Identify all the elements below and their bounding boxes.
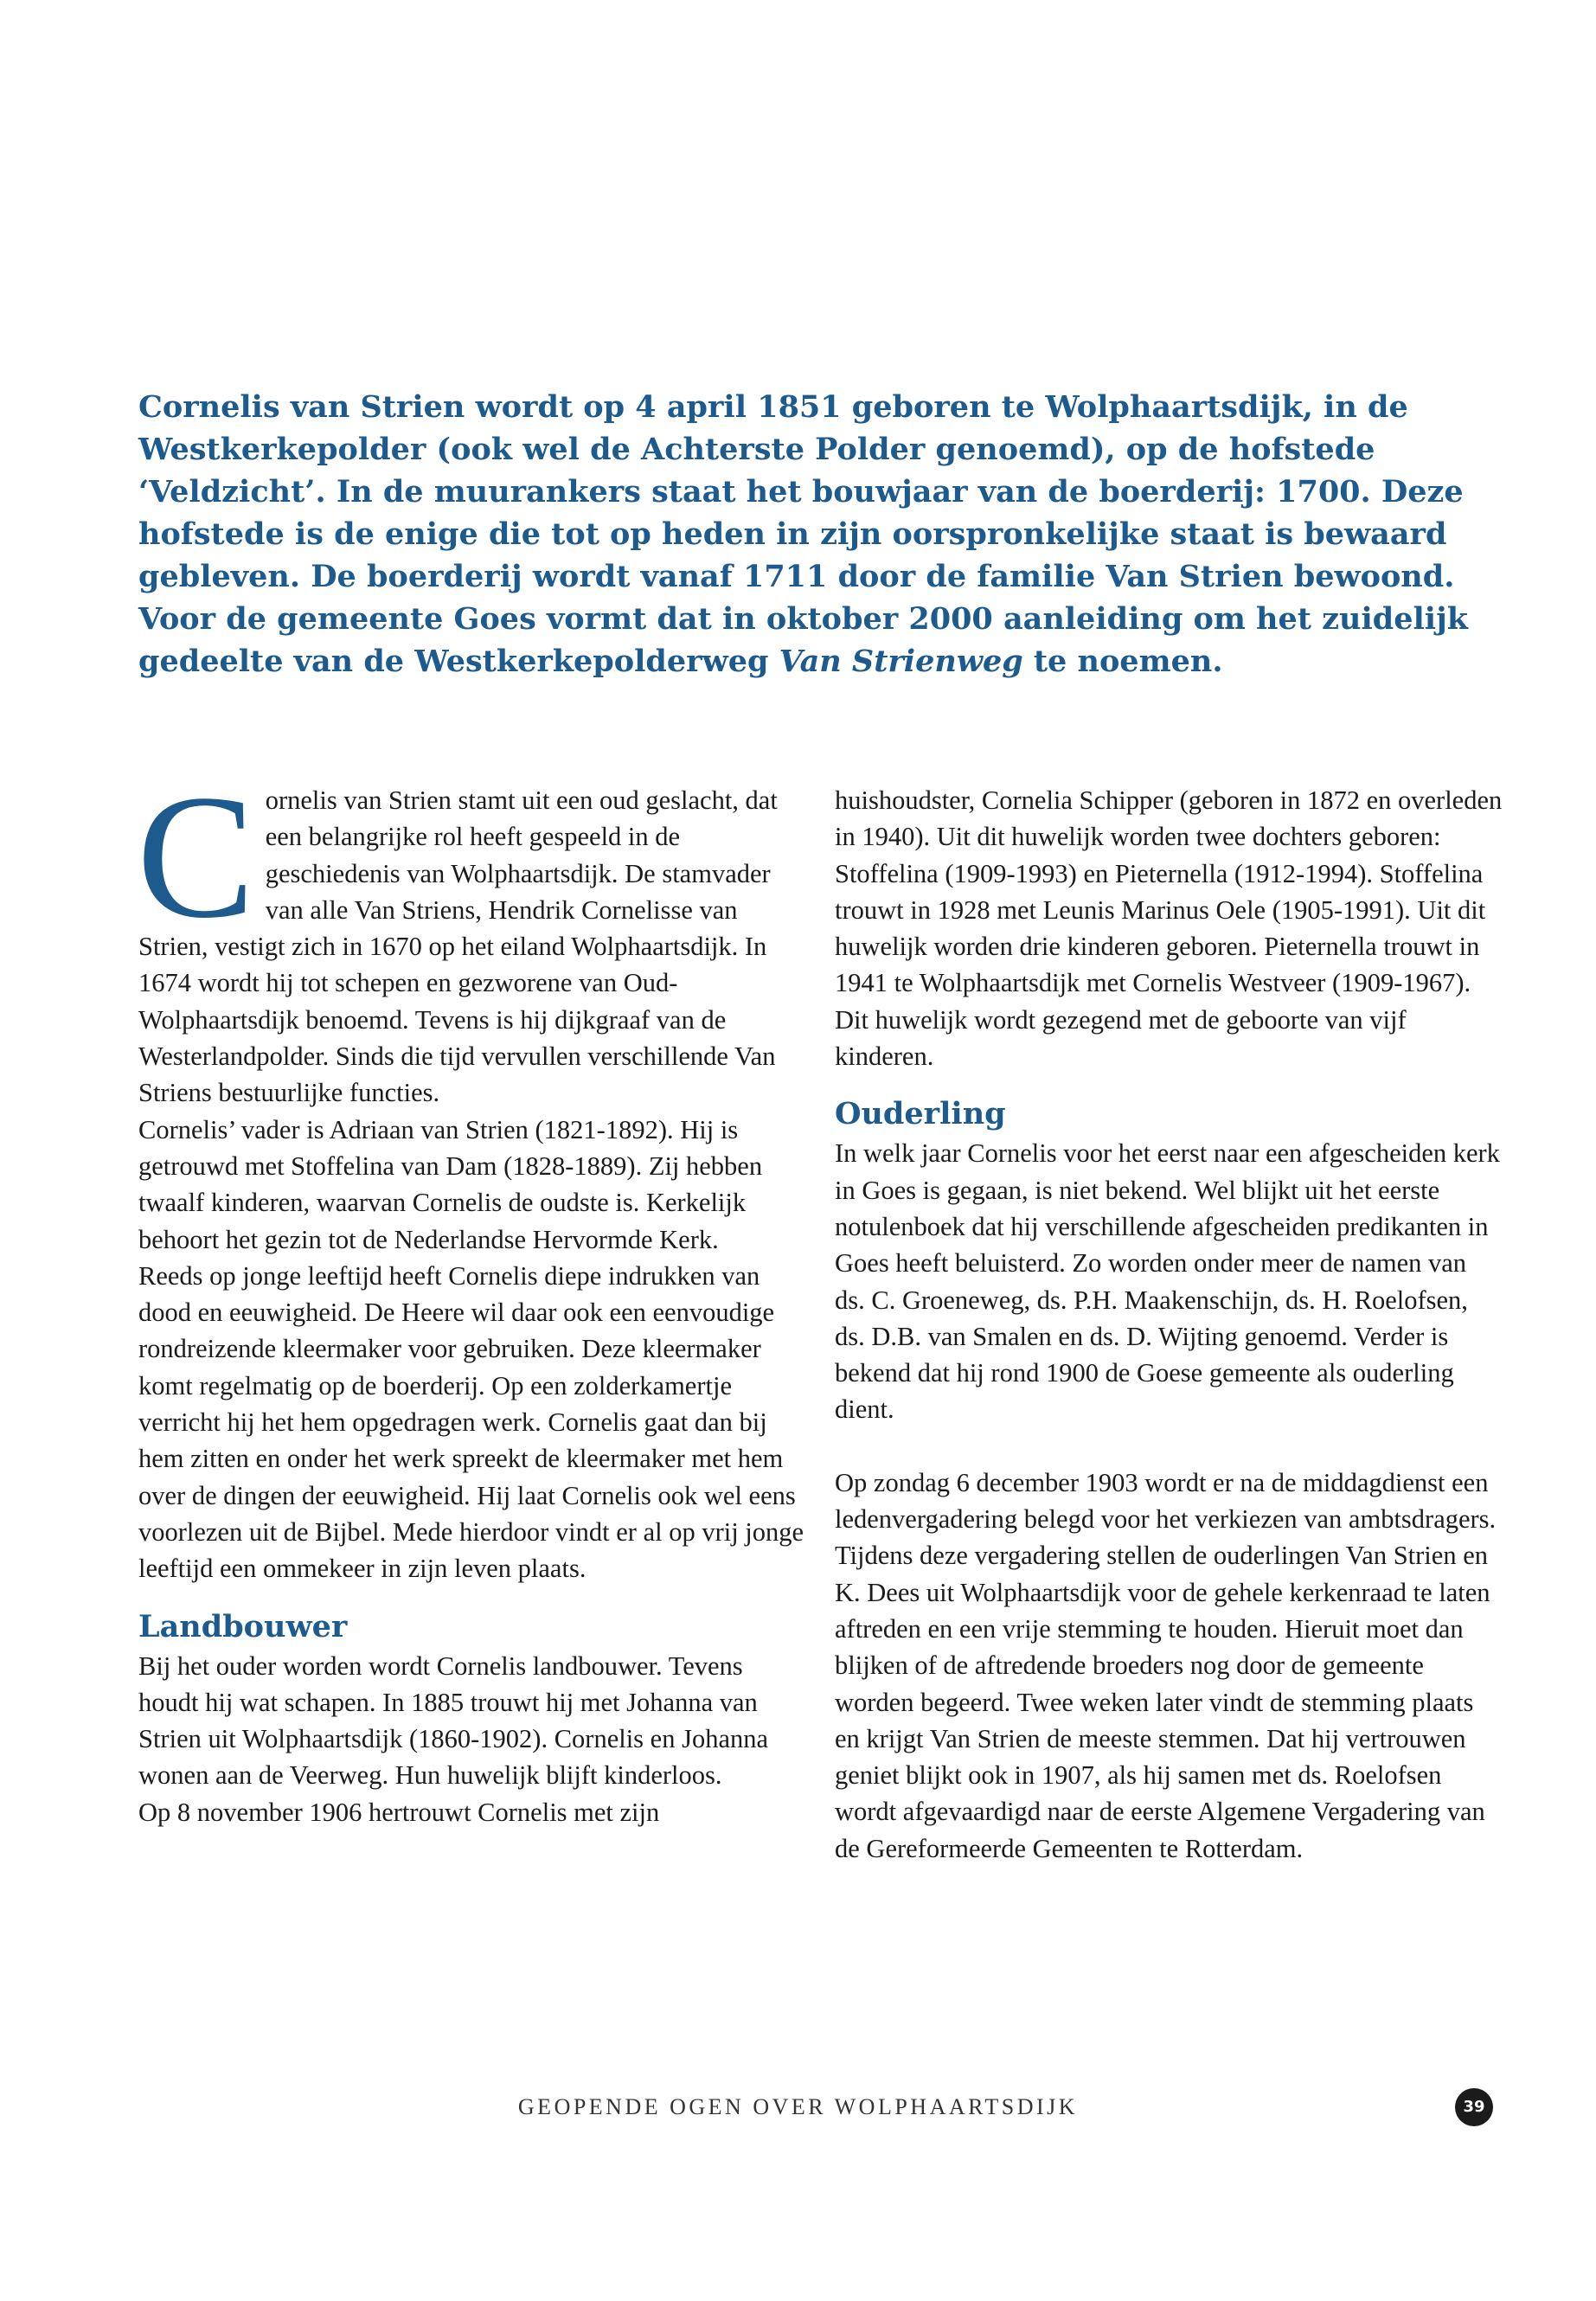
body-paragraph: Bij het ouder worden wordt Cornelis landbouwer. Tevens houdt hij wat schapen. In 1885 trouwt hij met Johanna van Strien uit Wolphaartsdijk (1860-1902). Cornelis en Johanna wonen aan de Veerweg. Hun huwelijk blijft kinderloos.	[138, 1650, 769, 1791]
body-paragraph: In welk jaar Cornelis voor het eerst naar een afgescheiden kerk in Goes is gegaan, is niet bekend. Wel blijkt uit het eerste notulenboek dat hij verschillende afgescheiden predikanten in Goes heeft beluisterd. Zo worden onder meer de namen van ds. C. Groeneweg, ds. P.H. Maakenschijn, ds. H. Roelofsen, ds. D.B. van Smalen en ds. D. Wijting genoemd. Verder is bekend dat hij rond 1900 de Goese gemeente als ouderling dient.	[835, 1138, 1500, 1425]
body-paragraph: Cornelis’ vader is Adriaan van Strien (1821-1892). Hij is getrouwd met Stoffelina van Dam (1828-1889). Zij hebben twaalf kinderen, waarvan Cornelis de oudste is. Kerkelijk behoort het gezin tot de Nederlandse Hervormde Kerk.	[138, 1114, 763, 1254]
intro-line: Cornelis van Strien wordt op 4 april 1851 geboren te Wolphaartsdijk, in de	[138, 389, 1408, 425]
intro-line: ‘Veldzicht’. In de muurankers staat het bouwjaar van de boerderij: 1700. Deze	[138, 474, 1464, 510]
intro-line: gebleven. De boerderij wordt vanaf 1711 door de familie Van Strien bewoond.	[138, 559, 1455, 594]
running-footer: GEOPENDE OGEN OVER WOLPHAARTSDIJK	[517, 2094, 1079, 2119]
right-column	[835, 782, 1503, 1867]
body-paragraph: Reeds op jonge leeftijd heeft Cornelis diepe indrukken van dood en eeuwigheid. De Heere wil daar ook een eenvoudige rondreizende kleermaker voor gebruiken. Deze kleermaker komt regelmatig op de boerderij. Op een zolderkamertje verricht hij het hem opgedragen werk. Cornelis gaat dan bij hem zitten en onder het werk spreekt de kleermaker met hem over de dingen der eeuwigheid. Hij laat Cornelis ook wel eens voorlezen uit de Bijbel. Mede hierdoor vindt er al op vrij jonge leeftijd een ommekeer in zijn leven plaats.	[138, 1260, 804, 1584]
body-paragraph: huishoudster, Cornelia Schipper (geboren in 1872 en overleden in 1940). Uit dit huwelijk worden twee dochters geboren: Stoffelina (1909-1993) en Pieternella (1912-1994). Stoffelina trouwt in 1928 met Leunis Marinus Oele (1905-1991). Uit dit huwelijk worden drie kinderen geboren. Pieternella trouwt in 1941 te Wolphaartsdijk met Cornelis Westveer (1909-1967). Dit huwelijk wordt gezegend met de geboorte van vijf kinderen.	[835, 785, 1503, 1072]
left-column	[137, 759, 806, 1830]
intro-line: hofstede is de enige die tot op heden in zijn oorspronkelijke staat is bewaard	[138, 516, 1447, 552]
body-paragraph: Op 8 november 1906 hertrouwt Cornelis met zijn	[138, 1797, 660, 1827]
paragraph-text: ornelis van Strien stamt uit een oud geslacht, dat een belangrijke rol heeft gespeeld in de geschiedenis van Wolphaartsdijk. De stamvader van alle Van Striens, Hendrik Cornelisse van Strien, vestigt zich in 1670 op het eiland Wolphaartsdijk. In 1674 wordt hij tot schepen en gezworene van Oud-Wolphaartsdijk benoemd. Tevens is hij dijkgraaf van de Westerlandpolder. Sinds die tijd vervullen verschillende Van Striens bestuurlijke functies.	[138, 785, 778, 1108]
intro-text: gedeelte van de Westkerkepolderweg	[138, 644, 779, 679]
body-paragraph: Op zondag 6 december 1903 wordt er na de middagdienst een ledenvergadering belegd voor het verkiezen van ambtsdragers. Tijdens deze vergadering stellen de ouderlingen Van Strien en K. Dees uit Wolphaartsdijk voor de gehele kerkenraad te laten aftreden en een vrije stemming te houden. Hieruit moet dan blijken of de aftredende broeders nog door de gemeente worden begeerd. Twee weken later vindt de stemming plaats en krijgt Van Strien de meeste stemmen. Dat hij vertrouwen geniet blijkt ook in 1907, als hij samen met ds. Roelofsen wordt afgevaardigd naar de eerste Algemene Vergadering van de Gereformeerde Gemeenten te Rotterdam.	[835, 1467, 1497, 1863]
section-heading: Ouderling	[835, 1096, 1006, 1132]
intro-street-name: Van Strienweg	[779, 644, 1023, 679]
intro-line: Voor de gemeente Goes vormt dat in oktober 2000 aanleiding om het zuidelijk	[138, 601, 1468, 637]
page-number-badge: 39	[1455, 2088, 1493, 2126]
drop-cap: C	[137, 759, 255, 955]
intro-line	[138, 640, 1488, 683]
intro-text: te noemen.	[1022, 644, 1223, 679]
body-paragraph	[137, 759, 806, 1112]
intro-paragraph	[138, 386, 1488, 683]
section-heading: Landbouwer	[138, 1608, 348, 1644]
intro-line: Westkerkepolder (ook wel de Achterste Polder genoemd), op de hofstede	[138, 432, 1375, 467]
